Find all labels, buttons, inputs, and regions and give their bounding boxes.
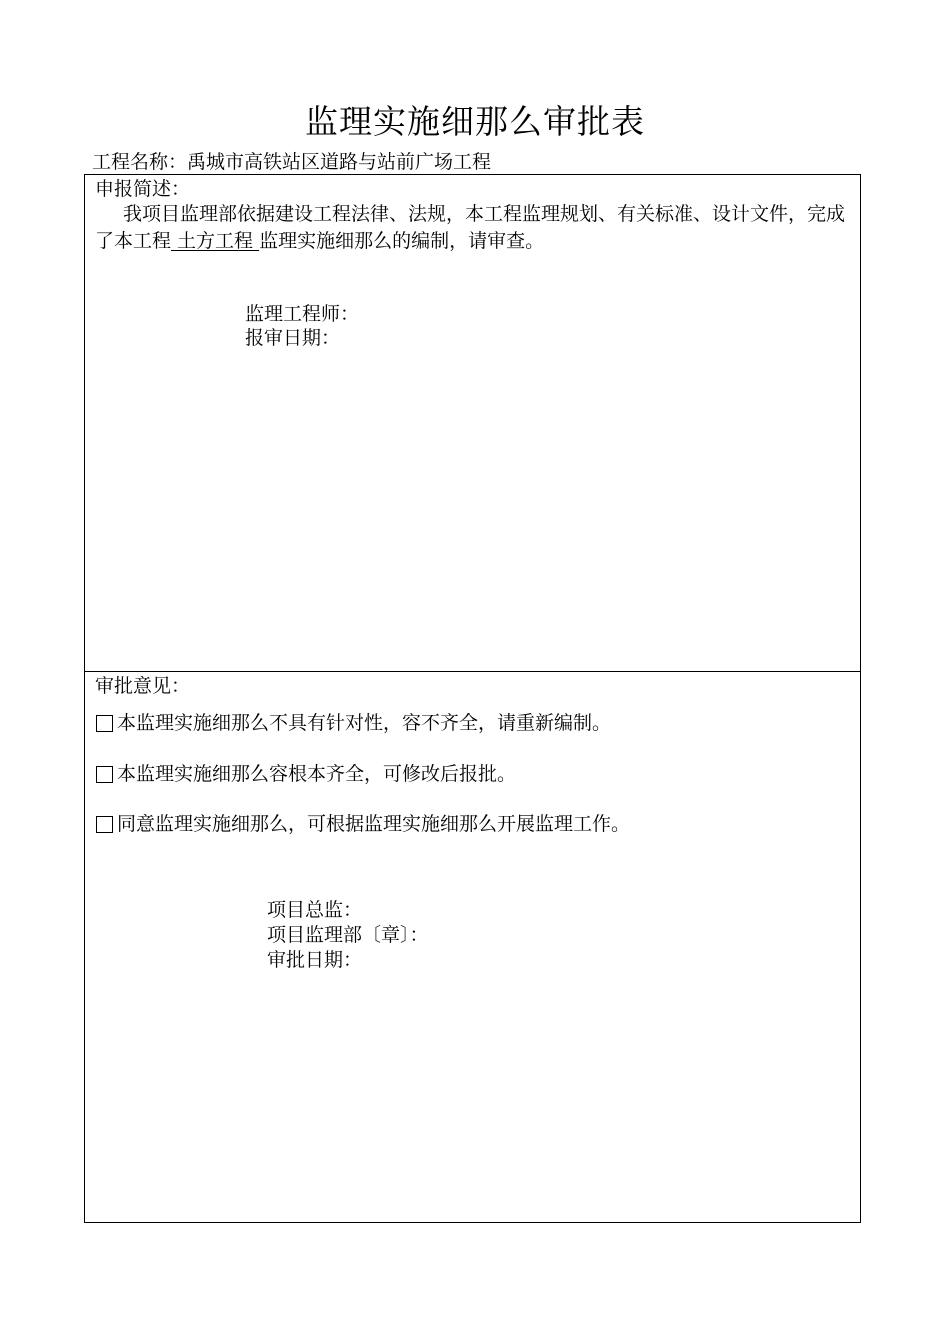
supervision-department-seal-label: 项目监理部〔章〕： xyxy=(267,924,429,946)
approval-option-reject xyxy=(96,710,611,736)
approval-option-approve xyxy=(96,811,630,837)
project-name-label: 工程名称： xyxy=(92,151,188,173)
report-work-item: 土方工程 xyxy=(171,230,260,252)
section-divider xyxy=(85,671,860,672)
report-text-before: 我项目监理部依据建设工程法律、法规，本工程监理规划、有关标准、设计文件，完成了本工程 xyxy=(95,203,846,252)
report-date-label: 报审日期： xyxy=(245,327,341,349)
checkbox-revise[interactable] xyxy=(96,766,113,783)
approval-form-table xyxy=(84,174,861,1223)
report-description xyxy=(95,201,847,255)
supervising-engineer-label: 监理工程师： xyxy=(245,303,360,325)
approval-section-label: 审批意见： xyxy=(95,675,191,697)
approval-option-revise xyxy=(96,761,516,787)
checkbox-approve[interactable] xyxy=(96,816,113,833)
report-text-after: 监理实施细那么的编制，请审查。 xyxy=(259,230,545,252)
report-section-label: 申报简述： xyxy=(95,178,191,200)
project-name-value: 禹城市高铁站区道路与站前广场工程 xyxy=(187,151,492,173)
option-reject-text: 本监理实施细那么不具有针对性，容不齐全，请重新编制。 xyxy=(117,712,612,734)
approval-date-label: 审批日期： xyxy=(267,949,363,971)
option-revise-text: 本监理实施细那么容根本齐全，可修改后报批。 xyxy=(117,763,517,785)
form-title: 监理实施细那么审批表 xyxy=(305,102,645,141)
option-approve-text: 同意监理实施细那么，可根据监理实施细那么开展监理工作。 xyxy=(117,813,631,835)
chief-supervisor-label: 项目总监： xyxy=(267,899,363,921)
checkbox-reject[interactable] xyxy=(96,715,113,732)
project-name-line xyxy=(92,150,491,174)
